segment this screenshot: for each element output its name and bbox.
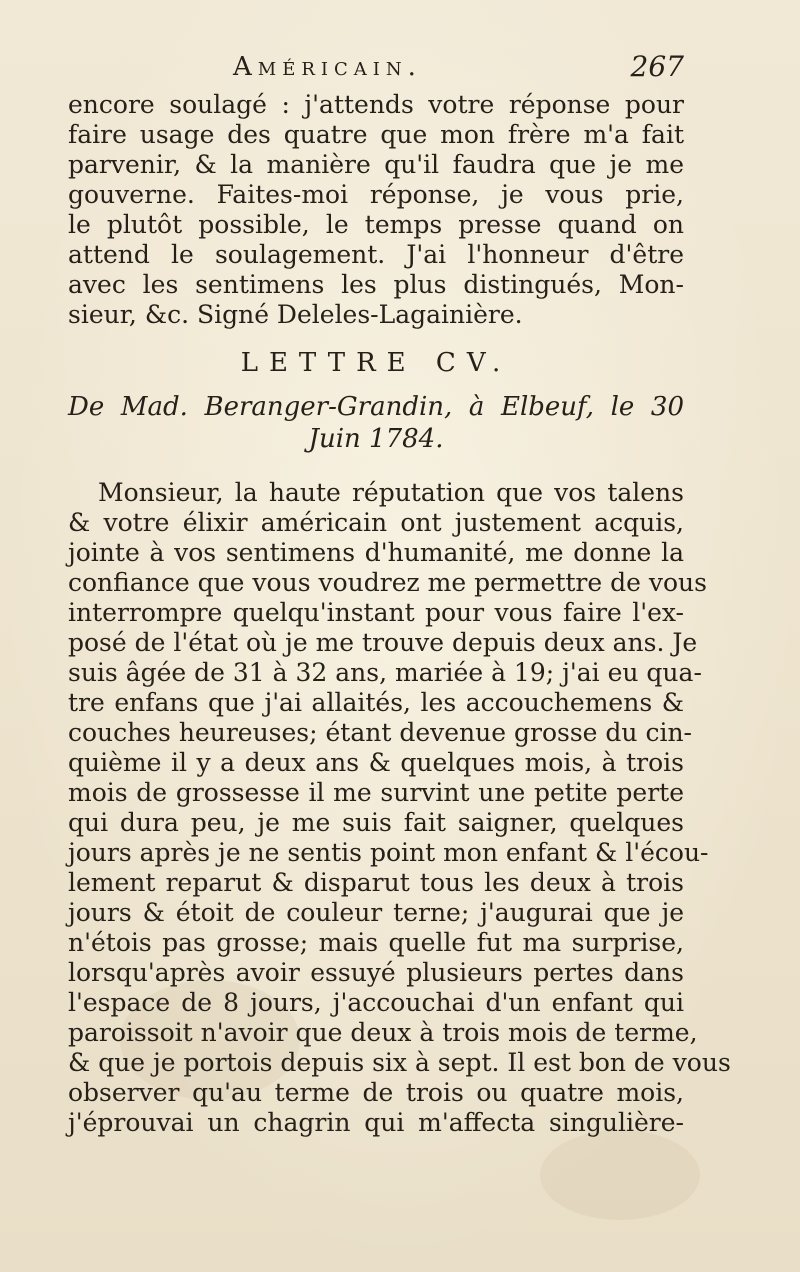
- paper-stain: [540, 1130, 700, 1220]
- text-line: encore soulagé : j'attends votre réponse pour: [68, 90, 684, 119]
- text-line: faire usage des quatre que mon frère m'a fait: [68, 120, 684, 149]
- text-line: mois de grossesse il me survint une petite perte: [68, 778, 684, 807]
- text-line: qui dura peu, je me suis fait saigner, quelques: [68, 808, 684, 837]
- text-line: avec les sentimens les plus distingués, Mon-: [68, 270, 684, 299]
- running-head: Américain.: [233, 52, 422, 82]
- text-line: confiance que vous voudrez me permettre de vous: [68, 568, 707, 597]
- text-line: couches heureuses; étant devenue grosse du cin-: [68, 718, 692, 747]
- text-line: attend le soulagement. J'ai l'honneur d'être: [68, 240, 684, 269]
- text-line: paroissoit n'avoir que deux à trois mois de terme,: [68, 1018, 698, 1047]
- text-line: jointe à vos sentimens d'humanité, me donne la: [68, 538, 684, 567]
- letter-title: LETTRE CV.: [240, 348, 512, 378]
- text-line: tre enfans que j'ai allaités, les accouchemens &: [68, 688, 684, 717]
- text-line: le plutôt possible, le temps presse quand on: [68, 210, 684, 239]
- text-line: n'étois pas grosse; mais quelle fut ma surprise,: [68, 928, 684, 957]
- text-line: quième il y a deux ans & quelques mois, à trois: [68, 748, 684, 777]
- sender-line: De Mad. Beranger-Grandin, à Elbeuf, le 30: [68, 392, 684, 422]
- text-line: j'éprouvai un chagrin qui m'affecta singulière-: [68, 1108, 684, 1137]
- text-line: l'espace de 8 jours, j'accouchai d'un enfant qui: [68, 988, 684, 1017]
- page-number: 267: [630, 50, 684, 83]
- text-line: parvenir, & la manière qu'il faudra que je me: [68, 150, 684, 179]
- text-line: interrompre quelqu'instant pour vous faire l'ex-: [68, 598, 684, 627]
- text-line: & votre élixir américain ont justement acquis,: [68, 508, 684, 537]
- date-line: Juin 1784.: [308, 424, 444, 454]
- text-line: lorsqu'après avoir essuyé plusieurs pertes dans: [68, 958, 684, 987]
- page-header: [68, 50, 684, 90]
- text-line: sieur, &c. Signé Deleles-Lagainière.: [68, 300, 523, 329]
- text-line: Monsieur, la haute réputation que vos talens: [98, 478, 684, 507]
- text-line: lement reparut & disparut tous les deux à trois: [68, 868, 684, 897]
- text-line: suis âgée de 31 à 32 ans, mariée à 19; j'ai eu qua-: [68, 658, 702, 687]
- text-line: gouverne. Faites-moi réponse, je vous prie,: [68, 180, 684, 209]
- text-line: & que je portois depuis six à sept. Il est bon de vous: [68, 1048, 731, 1077]
- text-line: posé de l'état où je me trouve depuis deux ans. Je: [68, 628, 698, 657]
- text-line: jours après je ne sentis point mon enfant & l'écou-: [68, 838, 709, 867]
- text-line: jours & étoit de couleur terne; j'augurai que je: [68, 898, 684, 927]
- text-line: observer qu'au terme de trois ou quatre mois,: [68, 1078, 684, 1107]
